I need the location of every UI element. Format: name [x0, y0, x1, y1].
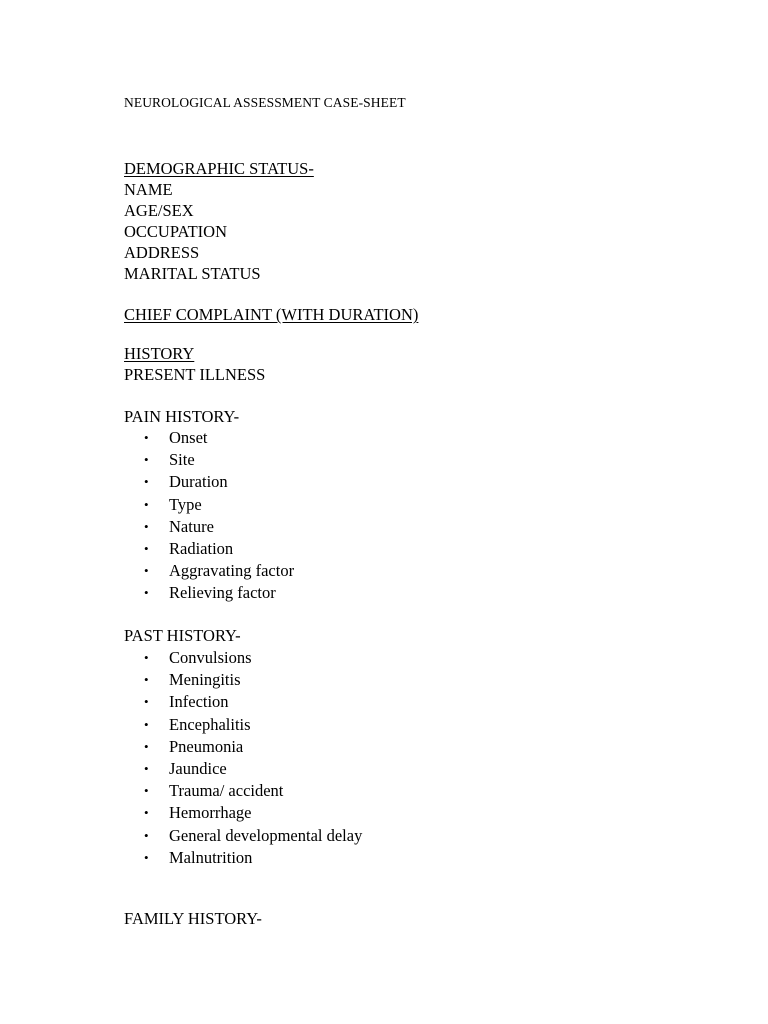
family-history-heading: FAMILY HISTORY-	[124, 909, 262, 928]
demographic-status-heading: DEMOGRAPHIC STATUS-	[124, 159, 314, 178]
list-item-text: Encephalitis	[169, 714, 251, 734]
field-name: NAME	[124, 180, 173, 199]
list-item-text: Aggravating factor	[169, 561, 295, 581]
bullet-icon: •	[144, 585, 149, 601]
bullet-icon: •	[144, 760, 149, 776]
list-item-text: Site	[169, 450, 195, 470]
list-item-text: Duration	[169, 472, 228, 492]
list-item-text: Relieving factor	[169, 583, 276, 603]
bullet-icon: •	[144, 716, 149, 732]
bullet-icon: •	[144, 650, 149, 665]
bullet-icon: •	[144, 496, 149, 512]
list-item-text: Hemorrhage	[169, 803, 252, 823]
bullet-icon: •	[144, 849, 149, 865]
bullet-icon: •	[144, 694, 149, 710]
chief-complaint-heading: CHIEF COMPLAINT (WITH DURATION)	[124, 305, 419, 324]
bullet-icon: •	[144, 563, 149, 579]
list-item-text: Meningitis	[169, 670, 241, 690]
list-item-text: Radiation	[169, 538, 234, 558]
list-item-text: Convulsions	[169, 648, 252, 667]
bullet-icon: •	[144, 827, 149, 843]
bullet-icon: •	[144, 738, 149, 754]
past-history-heading: PAST HISTORY-	[124, 626, 241, 645]
bullet-icon: •	[144, 430, 149, 445]
field-address: ADDRESS	[124, 243, 200, 262]
list-item-text: Pneumonia	[169, 736, 244, 756]
bullet-icon: •	[144, 540, 149, 556]
list-item-text: Nature	[169, 516, 214, 536]
list-item-text: Infection	[169, 692, 229, 712]
history-heading: HISTORY	[124, 344, 195, 363]
pain-history-heading: PAIN HISTORY-	[124, 407, 240, 426]
list-item-text: Malnutrition	[169, 847, 253, 867]
list-item-text: Onset	[169, 428, 208, 447]
list-item-text: Trauma/ accident	[169, 781, 284, 801]
bullet-icon: •	[144, 783, 149, 799]
bullet-icon: •	[144, 805, 149, 821]
present-illness-label: PRESENT ILLNESS	[124, 365, 266, 384]
field-occupation: OCCUPATION	[124, 222, 227, 241]
document-title: NEUROLOGICAL ASSESSMENT CASE-SHEET	[124, 95, 406, 110]
field-age-sex: AGE/SEX	[124, 201, 194, 220]
bullet-icon: •	[144, 672, 149, 688]
list-item-text: Type	[169, 494, 202, 514]
bullet-icon: •	[144, 452, 149, 468]
list-item-text: Jaundice	[169, 758, 227, 778]
field-marital-status: MARITAL STATUS	[124, 264, 261, 283]
bullet-icon: •	[144, 474, 149, 490]
list-item-text: General developmental delay	[169, 825, 363, 845]
bullet-icon: •	[144, 518, 149, 534]
